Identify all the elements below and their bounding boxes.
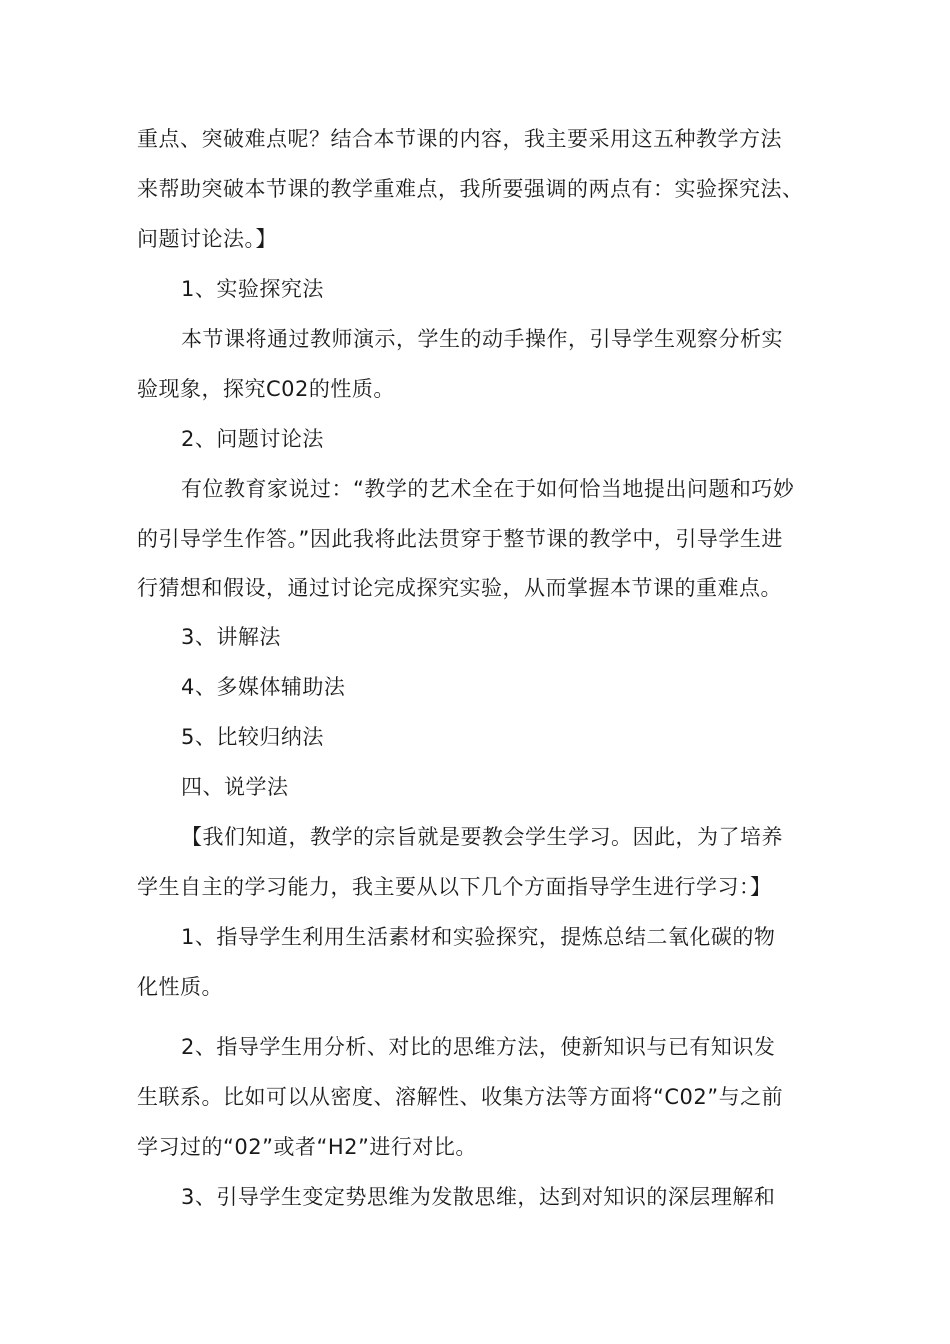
paragraph-line: 行猜想和假设，通过讨论完成探究实验，从而掌握本节课的重难点。	[137, 576, 782, 600]
section-heading: 2、问题讨论法	[181, 427, 324, 451]
section-heading: 4、多媒体辅助法	[181, 675, 346, 699]
paragraph-line: 3、引导学生变定势思维为发散思维，达到对知识的深层理解和	[181, 1185, 776, 1209]
paragraph-line: 验现象，探究C02的性质。	[137, 377, 395, 401]
paragraph-line: 学习过的“02”或者“H2”进行对比。	[137, 1135, 477, 1159]
paragraph-line: 学生自主的学习能力，我主要从以下几个方面指导学生进行学习：】	[137, 875, 772, 899]
paragraph-line: 重点、突破难点呢？结合本节课的内容，我主要采用这五种教学方法	[137, 127, 782, 151]
paragraph-line: 来帮助突破本节课的教学重难点，我所要强调的两点有：实验探究法、	[137, 177, 804, 201]
paragraph-line: 本节课将通过教师演示，学生的动手操作，引导学生观察分析实	[181, 327, 783, 351]
paragraph-line: 问题讨论法。】	[137, 227, 277, 251]
paragraph-line: 1、指导学生利用生活素材和实验探究，提炼总结二氧化碳的物	[181, 925, 776, 949]
section-heading: 1、实验探究法	[181, 277, 324, 301]
paragraph-line: 【我们知道，教学的宗旨就是要教会学生学习。因此，为了培养	[181, 825, 783, 849]
paragraph-line: 有位教育家说过：“教学的艺术全在于如何恰当地提出问题和巧妙	[181, 477, 795, 501]
paragraph-line: 的引导学生作答。”因此我将此法贯穿于整节课的教学中，引导学生进	[137, 527, 783, 551]
paragraph-line: 2、指导学生用分析、对比的思维方法，使新知识与已有知识发	[181, 1035, 776, 1059]
section-heading: 5、比较归纳法	[181, 725, 324, 749]
paragraph-line: 化性质。	[137, 975, 223, 999]
section-heading: 3、讲解法	[181, 625, 281, 649]
paragraph-line: 生联系。比如可以从密度、溶解性、收集方法等方面将“C02”与之前	[137, 1085, 784, 1109]
section-heading: 四、说学法	[181, 775, 289, 799]
